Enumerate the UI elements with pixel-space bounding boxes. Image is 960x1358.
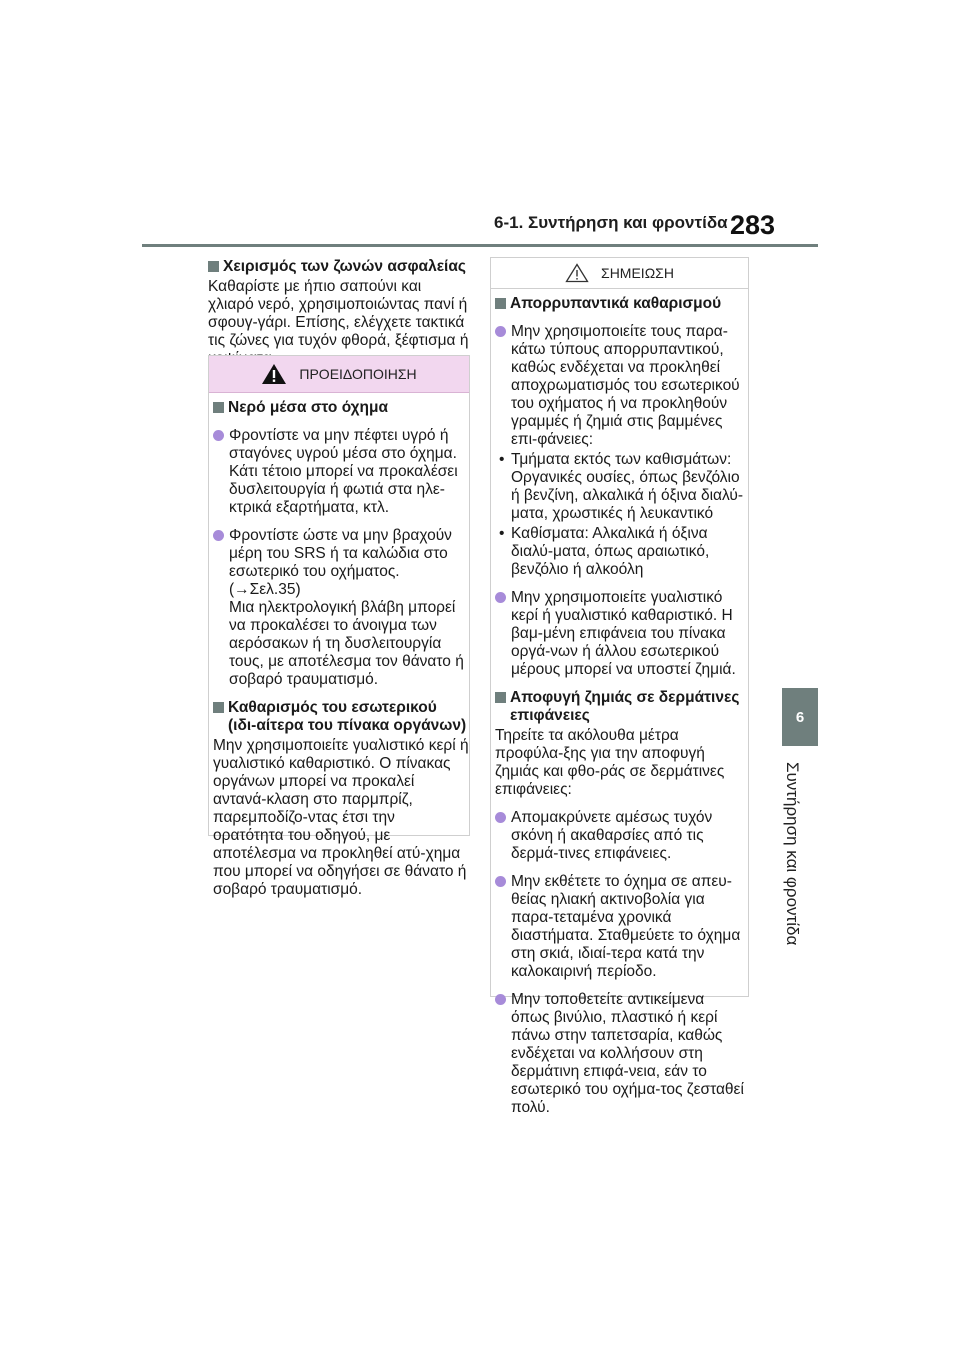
list-item (495, 809, 744, 863)
seatbelt-heading-text: Χειρισμός των ζωνών ασφαλείας (223, 258, 466, 275)
page-reference-link[interactable]: (→Σελ.35) (229, 581, 301, 598)
square-bullet-icon (495, 692, 506, 703)
note-body (491, 289, 748, 1117)
sub-list-item-text: Τμήματα εκτός των καθισμάτων: Οργανικές ουσίες, όπως βενζόλιο ή βενζίνη, αλκαλικά ή όξινα διαλύ-ματα, χρωστικές ή λευκαντικό (511, 451, 744, 522)
detergent-heading-text: Απορρυπαντικά καθαρισμού (510, 295, 722, 312)
leather-text: Τηρείτε τα ακόλουθα μέτρα προφύλα-ξης για την αποφυγή ζημιάς και φθο-ράς σε δερμάτινες επιφάνειες: (495, 727, 725, 798)
list-item-text: Απομακρύνετε αμέσως τυχόν σκόνη ή ακαθαρσίες από τις δερμά-τινες επιφάνειες. (511, 809, 713, 862)
circle-bullet-icon (495, 876, 506, 887)
circle-bullet-icon (495, 812, 506, 823)
list-item-text: Φροντίστε να μην πέφτει υγρό ή σταγόνες υγρού μέσα στο όχημα. Κάτι τέτοιο μπορεί να προκαλέσει δυσλειτουργία ή φωτιά στα ηλε-κτρικά εξαρτήματα, κτλ. (229, 427, 458, 516)
sub-list-item (495, 451, 744, 523)
list-item (495, 991, 744, 1117)
circle-bullet-icon (213, 530, 224, 541)
list-item-text: Μην εκθέτετε το όχημα σε απευ-θείας ηλιακή ακτινοβολία για παρα-τεταμένα χρονικά διαστήματα. Σταθμεύετε το όχημα στη σκιά, ιδιαί-τερα κατά την καλοκαιρινή περίοδο. (511, 873, 741, 980)
note-title: ΣΗΜΕΙΩΣΗ (601, 265, 674, 281)
warning-title: ΠΡΟΕΙΔΟΠΟΙΗΣΗ (299, 366, 417, 382)
water-heading (213, 399, 469, 417)
caution-triangle-icon (565, 263, 589, 283)
interior-heading-text: Καθαρισμός του εσωτερικού (ιδι-αίτερα του πίνακα οργάνων) (228, 699, 467, 734)
chapter-side-label: Συντήρηση και φροντίδα (783, 762, 802, 946)
header-rule (142, 244, 818, 247)
circle-bullet-icon (495, 592, 506, 603)
water-heading-text: Νερό μέσα στο όχημα (228, 399, 389, 416)
srs-consequence-text: Μια ηλεκτρολογική βλάβη μπορεί να προκαλέσει το άνοιγμα των αερόσακων ή τη δυσλειτουργία τους, με αποτέλεσμα τον θάνατο ή σοβαρό τραυματισμό. (229, 599, 464, 688)
circle-bullet-icon (213, 430, 224, 441)
list-item-text (229, 527, 469, 689)
list-item (495, 323, 744, 449)
warning-triangle-icon (261, 363, 287, 385)
page-number: 283 (730, 210, 776, 240)
warning-header (209, 356, 469, 393)
interior-heading (213, 699, 469, 735)
square-bullet-icon (495, 298, 506, 309)
circle-bullet-icon (495, 326, 506, 337)
left-column (208, 258, 470, 368)
interior-text: Μην χρησιμοποιείτε γυαλιστικό κερί ή γυαλιστικό καθαριστικό. Ο πίνακας οργάνων μπορεί να προκαλεί αντανά-κλαση στο παρμπρίζ, παρεμποδίζο-ντας έτσι την ορατότητα του οδηγού, με αποτέλεσμα να προκληθεί ατύ-χημα που μπορεί να οδηγήσει σε θάνατο ή σοβαρό τραυματισμό. (213, 737, 469, 898)
circle-bullet-icon (495, 994, 506, 1005)
list-item-text: Μην τοποθετείτε αντικείμενα όπως βινύλιο, πλαστικό ή κερί πάνω στην ταπετσαρία, καθώς ενδέχεται να κολλήσουν στη δερμάτινη επιφά-νεια, εάν το εσωτερικό του οχήμα-τος ζεσταθεί πολύ. (511, 991, 744, 1116)
warning-box (208, 355, 470, 898)
note-box (490, 257, 749, 1116)
list-item-text: Μην χρησιμοποιείτε γυαλιστικό κερί ή γυαλιστικό καθαριστικό. Η βαμ-μένη επιφάνεια του πίνακα οργά-νων ή άλλου εσωτερικού μέρους μπορεί να υποστεί ζημιά. (511, 589, 736, 678)
detergent-heading (495, 295, 744, 313)
sub-list-item (495, 525, 744, 579)
square-bullet-icon (213, 402, 224, 413)
srs-text: Φροντίστε ώστε να μην βραχούν μέρη του SRS ή τα καλώδια στο εσωτερικό του οχήματος. (229, 527, 452, 580)
warning-body (209, 393, 469, 899)
dot-bullet-icon: • (499, 451, 505, 468)
sub-list-item-text: Καθίσματα: Αλκαλικά ή όξινα διαλύ-ματα, όπως αραιωτικό, βενζόλιο ή αλκοόλη (511, 525, 710, 578)
square-bullet-icon (208, 261, 219, 272)
list-item (213, 427, 469, 517)
list-item (495, 589, 744, 679)
list-item (213, 527, 469, 689)
square-bullet-icon (213, 702, 224, 713)
seatbelt-text: Καθαρίστε με ήπιο σαπούνι και χλιαρό νερό, χρησιμοποιώντας πανί ή σφουγ-γάρι. Επίσης, ελέγχετε τακτικά τις ζώνες για τυχόν φθορά, ξέφτισμα ή (208, 278, 469, 349)
seatbelt-heading (208, 258, 470, 276)
note-header (491, 258, 748, 289)
section-title: 6-1. Συντήρηση και φροντίδα (494, 213, 728, 232)
leather-heading (495, 689, 744, 725)
leather-heading-text: Αποφυγή ζημιάς σε δερμάτινες επιφάνειες (510, 689, 740, 724)
chapter-tab: 6 (782, 688, 818, 746)
dot-bullet-icon: • (499, 525, 505, 542)
list-item (495, 873, 744, 981)
list-item-text: Μην χρησιμοποιείτε τους παρα-κάτω τύπους απορρυπαντικού, καθώς ενδέχεται να προκληθεί αποχρωματισμός του εσωτερικού του οχήματος ή να προκληθούν γραμμές ή ζημιά στις βαμμένες επι-φάνειες: (511, 323, 740, 448)
